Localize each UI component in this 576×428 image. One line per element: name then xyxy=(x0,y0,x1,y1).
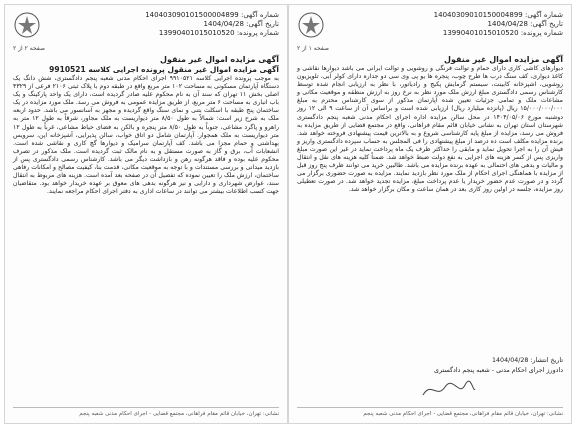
notice-title: آگهی مزایده اموال غیر منقول xyxy=(444,55,563,64)
notice-number: 14040309010150004899 xyxy=(433,11,523,19)
notice-body: دیوارهای کاشی کاری دارای حمام و توالت فرنگی و روشویی و توالت ایرانی می باشد دیوارها نقاشی و کاغذ دیواری، کف سنگ درب ها طرح چوب، پنجره ها یو پی وی سی دو جداره دارای کولر آبی، تلویزیون روشویی، اشپزخانه کابینت، سیستم گرمایش پکیج و رادیاتور، با نظر به ارزیابی انجام شده توسط کارشناس رسمی دادگستری مبلغ ارزش ملک مورد نظر به نرخ روز به ارزش منطقه و موقعیت مکانی و مشاعات ملک و تمامی جزئیات تعیین شده آپارتمان مذکور از سوی کارشناس محترم به مبلغ ۱۵/۰۰۰/۰۰۰/۰۰۰ ریال (پانزده میلیارد ریال) ارزیابی شده است و براساس آن از ساعت ۹ الی ۱۲ روز دوشنبه مورخ ۱۴۰۴/۰۵/۰۶ در محل سالن مزایده اداره اجرای احکام مدنی شعبه پنجم دادگستری شهرستان استان تهران به نشانی خیابان قائم مقام فراهانی، واقع در مجتمع قضایی از طریق مزایده به فروش می رسد، مزایده از مبلغ پایه کارشناسی شروع و به بالاترین قیمت پیشنهادی فروخته خواهد شد. برنده مزایده مکلف است ده درصد از مبلغ پیشنهادی را فی المجلس به حساب سپرده دادگستری واریز و فیش آن را به اجرا تحویل نماید و مابقی را حداکثر ظرف یک ماه پرداخت نماید در غیر این صورت مبلغ واریزی پس از کسر هزینه های اجرایی به نفع دولت ضبط خواهد شد. ضمناً کلیه هزینه های نقل و انتقال و مالیات و بدهی های احتمالی به عهده برنده مزایده می باشد. طالبین خرید می توانند ظرف پنج روز قبل از مزایده با هماهنگی اجرای احکام از ملک مورد نظر بازدید نمایند. مزایده به صورت حضوری برگزار می گردد و در صورت عدم حضور خریدار یا عدم پرداخت مبلغ، مزایده تجدید خواهد شد. در صورت تعطیلی روز مزایده، جلسه در اولین روز کاری بعد در همان ساعت و مکان برگزار خواهد شد. xyxy=(297,65,564,194)
judiciary-emblem-icon xyxy=(13,11,41,39)
file-number-label: شماره پرونده: xyxy=(520,29,563,37)
page-number: صفحه ۱ از ۲ xyxy=(297,45,329,52)
notice-meta xyxy=(145,11,279,38)
page-number: صفحه ۲ از ۲ xyxy=(13,45,45,52)
file-number: 13990401015010520 xyxy=(442,29,519,37)
notice-body: به موجب پرونده اجرایی کلاسه ۹۹۱۰۵۲۱ اجرای احکام مدنی شعبه پنجم دادگستری، شش دانگ یک دستگاه آپارتمان مسکونی به مساحت ۱۰۲ متر مربع واقع در طبقه دوم با پلاک ثبتی ۲۱۰۶ فرعی از ۴۳۲۹ اصلی بخش ۱۱ تهران که سند آن به نام محکوم علیه صادر گردیده است، دارای یک واحد پارکینگ و یک باب انباری به مساحت ۶ متر مربع، از طریق مزایده عمومی به فروش می رسد. ملک مورد مزایده در یک ساختمان پنج طبقه با اسکلت بتنی و نمای سنگ واقع گردیده و مجهز به آسانسور می باشد. حدود اربعه ملک به شرح زیر است: شمالاً به طول ۸/۵۰ متر دیواریست به ملک مجاور، شرقاً به طول ۱۲ متر به راهرو و پاگرد مشاعی، جنوباً به طول ۸/۵۰ متر پنجره و بالکن به فضای حیاط مشاعی، غرباً به طول ۱۲ متر دیواریست به ملک همجوار. آپارتمان شامل دو اتاق خواب، سالن پذیرایی، آشپزخانه اپن، سرویس بهداشتی و حمام مجزا می باشد. کف آپارتمان سرامیک و دیوارها گچ کاری و نقاشی شده است. انشعابات آب، برق و گاز به صورت مستقل و به نام مالک ثبت گردیده است. ملک مذکور در تصرف محکوم علیه بوده و فاقد هرگونه رهن و بازداشت دیگر می باشد. کارشناس رسمی دادگستری پس از بازدید میدانی و بررسی مستندات و با توجه به موقعیت مکانی، قدمت بنا، کیفیت مصالح و امکانات رفاهی ساختمان، ارزش ملک را تعیین نموده که تفصیل آن در صفحه بعد آمده است. هزینه های مربوط به انتقال سند، عوارض شهرداری و دارایی و نیز هرگونه بدهی های معوق بر عهده خریدار خواهد بود. متقاضیان جهت کسب اطلاعات بیشتر می توانند در ساعات اداری به دفتر اجرای احکام مراجعه نمایند. xyxy=(13,75,280,196)
notice-date-label: تاریخ آگهی: xyxy=(246,20,279,28)
footer-address: نشانی: تهران، خیابان قائم مقام فراهانی، مجتمع قضایی - اجرای احکام مدنی شعبه پنجم xyxy=(297,407,563,417)
notice-date: 1404/04/28 xyxy=(203,20,244,28)
document-page-right xyxy=(288,4,572,424)
publication-date-label: تاریخ انتشار: xyxy=(530,357,563,364)
notice-title: آگهی مزایده اموال غیر منقول xyxy=(160,55,279,64)
notice-number: 140403090101500004899 xyxy=(145,11,239,19)
notice-date-label: تاریخ آگهی: xyxy=(530,20,563,28)
notice-number-label: شماره آگهی: xyxy=(240,11,279,19)
publication-date: 1404/04/28 xyxy=(492,357,529,364)
notice-subtitle: آگهی مزایده اموال غیر منقول پرونده اجرایی کلاسه 9910521 xyxy=(49,65,279,74)
document-page-left xyxy=(4,4,288,424)
signature-icon xyxy=(419,377,479,403)
footer-address: نشانی: تهران، خیابان قائم مقام فراهانی، مجتمع قضایی - اجرای احکام مدنی شعبه پنجم xyxy=(13,407,279,417)
notice-meta xyxy=(434,11,563,38)
notice-number-label: شماره آگهی: xyxy=(524,11,563,19)
publication-date-line xyxy=(492,357,563,365)
notice-date: 1404/04/28 xyxy=(487,20,528,28)
judiciary-emblem-icon xyxy=(297,11,325,39)
file-number: 13990401015010520 xyxy=(158,29,235,37)
signer-title: دادورز اجرای احکام مدنی - شعبه پنجم دادگستری xyxy=(434,367,563,374)
file-number-label: شماره پرونده: xyxy=(236,29,279,37)
